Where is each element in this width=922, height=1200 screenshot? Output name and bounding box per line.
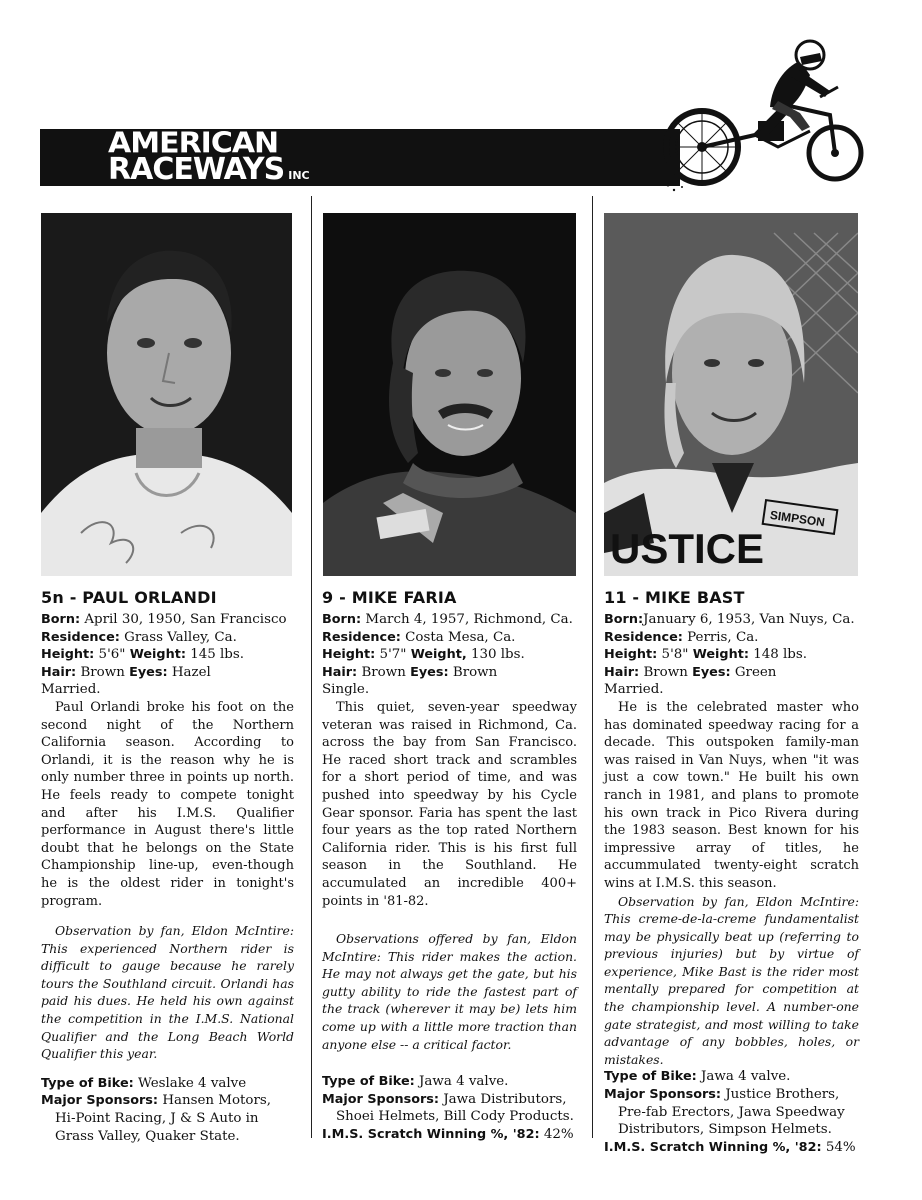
fan-observation: Observations offered by fan, Eldon McIntire: This rider makes the action. He may not always get the gate, but his gutty ability to ride the fastest part of the track (wherever it may be) lets him come up with a little more traction than anyone else -- a critical factor. [322, 931, 577, 1052]
logo-suffix: INC [288, 169, 310, 182]
hair-value: Brown [643, 664, 688, 680]
born-value: January 6, 1953, Van Nuys, Ca. [643, 612, 855, 627]
rider-column-1: 5n - PAUL ORLANDI Born: April 30, 1950, San Francisco Residence: Grass Valley, Ca. Height: 5'6" Weight: 145 lbs. Hair: Brown Eyes: Hazel Married. Paul Orlandi broke his foot on the second night of the Northern California season. According to Orlandi, it is the reason why he is only number three in points up north. He feels ready to compete tonight and after his I.M.S. Qualifier performance in August there's little doubt that he belongs on the State Championship line-up, even-though he is the oldest rider in tonight's program. Observation by fan, Eldon McIntire: This experienced Northern rider is difficult to gauge because he rarely tours the Southland circuit. Orlandi has paid his dues. He held his own against the competition in the I.M.S. National Qualifier and the Long Beach World Qualifier this year. Type of Bike: Weslake 4 valve Major Sponsors: Hansen Motors, Hi-Point Racing, J & S Auto in Grass Valley, Quaker State. [41, 588, 294, 1144]
sponsors-value: Hansen Motors, Hi-Point Racing, J & S Auto in Grass Valley, Quaker State. [55, 1093, 272, 1144]
column-divider-2 [592, 196, 593, 1138]
rider-name: 5n - PAUL ORLANDI [41, 588, 217, 607]
paul-orlandi-photo [41, 213, 292, 576]
rider-column-2: 9 - MIKE FARIA Born: March 4, 1957, Richmond, Ca. Residence: Costa Mesa, Ca. Height: 5'7" Weight, 130 lbs. Hair: Brown Eyes: Brown Single. This quiet, seven-year speedway veteran was raised in Richmond, Ca. across the bay from San Francisco. He raced short track and scrambles for a short period of time, and was pushed into speedway by his Cycle Gear sponsor. Faria has spent the last four years as the top rated Northern California rider. This is his first full season in the Southland. He accumulated an incredible 400+ points in '81-82. Observations offered by fan, Eldon McIntire: This rider makes the action. He may not always get the gate, but his gutty ability to ride the fastest part of the track (wherever it may be) lets him come up with a little more traction than anyone else -- a critical factor. Type of Bike: Jawa 4 valve. Major Sponsors: Jawa Distributors, Shoei Helmets, Bill Cody Products. I.M.S. Scratch Winning %, '82: 42% [322, 588, 577, 1143]
simpson-patch-text: SIMPSON [769, 507, 826, 530]
fan-observation: Observation by fan, Eldon McIntire: This experienced Northern rider is difficult to gauge because he rarely tours the Southland circuit. Orlandi has paid his dues. He held his own against the competition in the I.M.S. National Qualifier and the Long Beach World Qualifier this year. [41, 923, 294, 1062]
rider-bio: Paul Orlandi broke his foot on the second night of the Northern California season. According to Orlandi, it is the reason why he is only number three in points up north. He feels ready to compete tonight and after his I.M.S. Qualifier performance in August there's little doubt that he belongs on the State Championship line-up, even-though he is the oldest rider in tonight's program. [41, 699, 294, 909]
scratch-winning-value: 42% [543, 1127, 574, 1143]
eyes-value: Brown [452, 664, 498, 680]
residence-value: Costa Mesa, Ca. [405, 629, 516, 645]
weight-value: 148 lbs. [753, 647, 808, 663]
born-value: April 30, 1950, San Francisco [84, 612, 287, 627]
logo-line2: RACEWAYS [108, 152, 285, 187]
hair-value: Brown [80, 664, 125, 680]
speedway-rider-illustration [660, 35, 870, 195]
born-value: March 4, 1957, Richmond, Ca. [365, 612, 573, 627]
rider-name: 9 - MIKE FARIA [322, 588, 457, 607]
marital-status: Married. [41, 682, 101, 698]
scratch-winning-value: 54% [825, 1139, 856, 1155]
bike-value: Jawa 4 valve. [419, 1074, 509, 1090]
rider-column-3: 11 - MIKE BAST Born:January 6, 1953, Van Nuys, Ca. Residence: Perris, Ca. Height: 5'8" Weight: 148 lbs. Hair: Brown Eyes: Green Married. He is the celebrated master who has dominated speedway racing for a decade. This outspoken family-man was raised in Van Nuys, when "it was just a cow town." He built his own ranch in 1981, and plans to promote his own track in Pico Rivera during the 1983 season. Best known for his impressive array of titles, he accummulated twenty-eight scratch wins at I.M.S. this season. Observation by fan, Eldon McIntire: This creme-de-la-creme fundamentalist may be physically beat up (referring to previous injuries) but by virtue of experience, Mike Bast is the rider most mentally prepared for competition at the championship level. A number-one gate strategist, and most willing to take advantage of any bobbles, holes, or mistakes. Type of Bike: Jawa 4 valve. Major Sponsors: Justice Brothers, Pre-fab Erectors, Jawa Speedway Distributors, Simpson Helmets. I.M.S. Scratch Winning %, '82: 54% [604, 588, 859, 1155]
height-value: 5'6" [98, 647, 126, 663]
mike-faria-photo [323, 213, 576, 576]
marital-status: Single. [322, 682, 370, 698]
eyes-value: Hazel [171, 664, 211, 680]
justice-shirt-text: USTICE [610, 525, 765, 572]
fan-observation: Observation by fan, Eldon McIntire: This creme-de-la-creme fundamentalist may be physically beat up (referring to previous injuries) but by virtue of experience, Mike Bast is the rider most mentally prepared for competition at the championship level. A number-one gate strategist, and most willing to take advantage of any bobbles, holes, or mistakes. [604, 893, 859, 1067]
weight-value: 130 lbs. [470, 647, 525, 663]
bike-value: Weslake 4 valve [138, 1075, 247, 1091]
mike-bast-photo [604, 213, 858, 576]
residence-value: Perris, Ca. [687, 629, 759, 645]
hair-value: Brown [361, 664, 406, 680]
rider-bio: This quiet, seven-year speedway veteran was raised in Richmond, Ca. across the bay from San Francisco. He raced short track and scrambles for a short period of time, and was pushed into speedway by his Cycle Gear sponsor. Faria has spent the last four years as the top rated Northern California rider. This is his first full season in the Southland. He accumulated an incredible 400+ points in '81-82. [322, 699, 577, 909]
column-divider-1 [311, 196, 312, 1138]
weight-value: 145 lbs. [190, 647, 245, 663]
sponsors-value: Jawa Distributors, Shoei Helmets, Bill Cody Products. [336, 1091, 574, 1125]
rider-bio: He is the celebrated master who has dominated speedway racing for a decade. This outspoken family-man was raised in Van Nuys, when "it was just a cow town." He built his own ranch in 1981, and plans to promote his own track in Pico Rivera during the 1983 season. Best known for his impressive array of titles, he accummulated twenty-eight scratch wins at I.M.S. this season. [604, 699, 859, 891]
height-value: 5'8" [661, 647, 689, 663]
marital-status: Married. [604, 682, 664, 698]
eyes-value: Green [734, 664, 777, 680]
rider-name: 11 - MIKE BAST [604, 588, 745, 607]
height-value: 5'7" [379, 647, 407, 663]
american-raceways-logo [108, 126, 310, 189]
residence-value: Grass Valley, Ca. [124, 629, 237, 645]
sponsors-value: Justice Brothers, Pre-fab Erectors, Jawa Speedway Distributors, Simpson Helmets. [618, 1087, 845, 1138]
bike-value: Jawa 4 valve. [701, 1069, 791, 1085]
logo-line1: AMERICAN [108, 126, 279, 161]
